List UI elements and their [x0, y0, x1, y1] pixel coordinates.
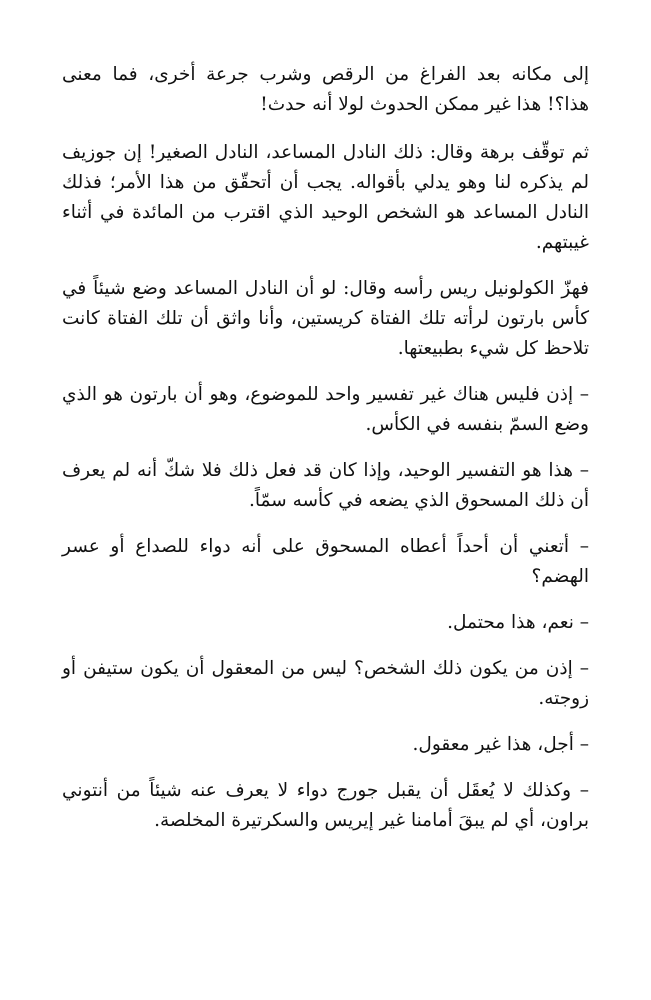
- book-page-text: [62, 60, 589, 852]
- paragraph-1: إلى مكانه بعد الفراغ من الرقص وشرب جرعة أخرى، فما معنى هذا؟! هذا غير ممكن الحدوث لولا أنه حدث!: [62, 64, 589, 115]
- dialogue-line-1: – إذن فليس هناك غير تفسير واحد للموضوع، وهو أن بارتون هو الذي وضع السمّ بنفسه في الكأس.: [62, 384, 589, 435]
- dialogue-line-3: – أتعني أن أحداً أعطاه المسحوق على أنه دواء للصداع أو عسر الهضم؟: [62, 536, 589, 587]
- dialogue-line-2: – هذا هو التفسير الوحيد، وإذا كان قد فعل ذلك فلا شكّ أنه لم يعرف أن ذلك المسحوق الذي يضعه في كأسه سمّاً.: [62, 460, 589, 511]
- dialogue-line-4: – نعم، هذا محتمل.: [447, 612, 589, 633]
- dialogue-line-7: – وكذلك لا يُعقَل أن يقبل جورج دواء لا يعرف عنه شيئاً من أنتوني براون، أي لم يبقَ أمامنا غير إيريس والسكرتيرة المخلصة.: [62, 780, 589, 831]
- paragraph-3: فهزّ الكولونيل ريس رأسه وقال: لو أن النادل المساعد وضع شيئاً في كأس بارتون لرأته تلك الفتاة كريستين، وأنا واثق أن تلك الفتاة كانت تلاحظ كل شيء بطبيعتها.: [62, 278, 589, 359]
- paragraph-2: ثم توقّف برهة وقال: ذلك النادل المساعد، النادل الصغير! إن جوزيف لم يذكره لنا وهو يدلي بأقواله. يجب أن أتحقّق من هذا الأمر؛ فذلك النادل المساعد هو الشخص الوحيد الذي اقترب من المائدة في أثناء غيبتهم.: [62, 142, 589, 253]
- dialogue-line-5: – إذن من يكون ذلك الشخص؟ ليس من المعقول أن يكون ستيفن أو زوجته.: [62, 658, 589, 709]
- dialogue-line-6: – أجل، هذا غير معقول.: [412, 734, 589, 755]
